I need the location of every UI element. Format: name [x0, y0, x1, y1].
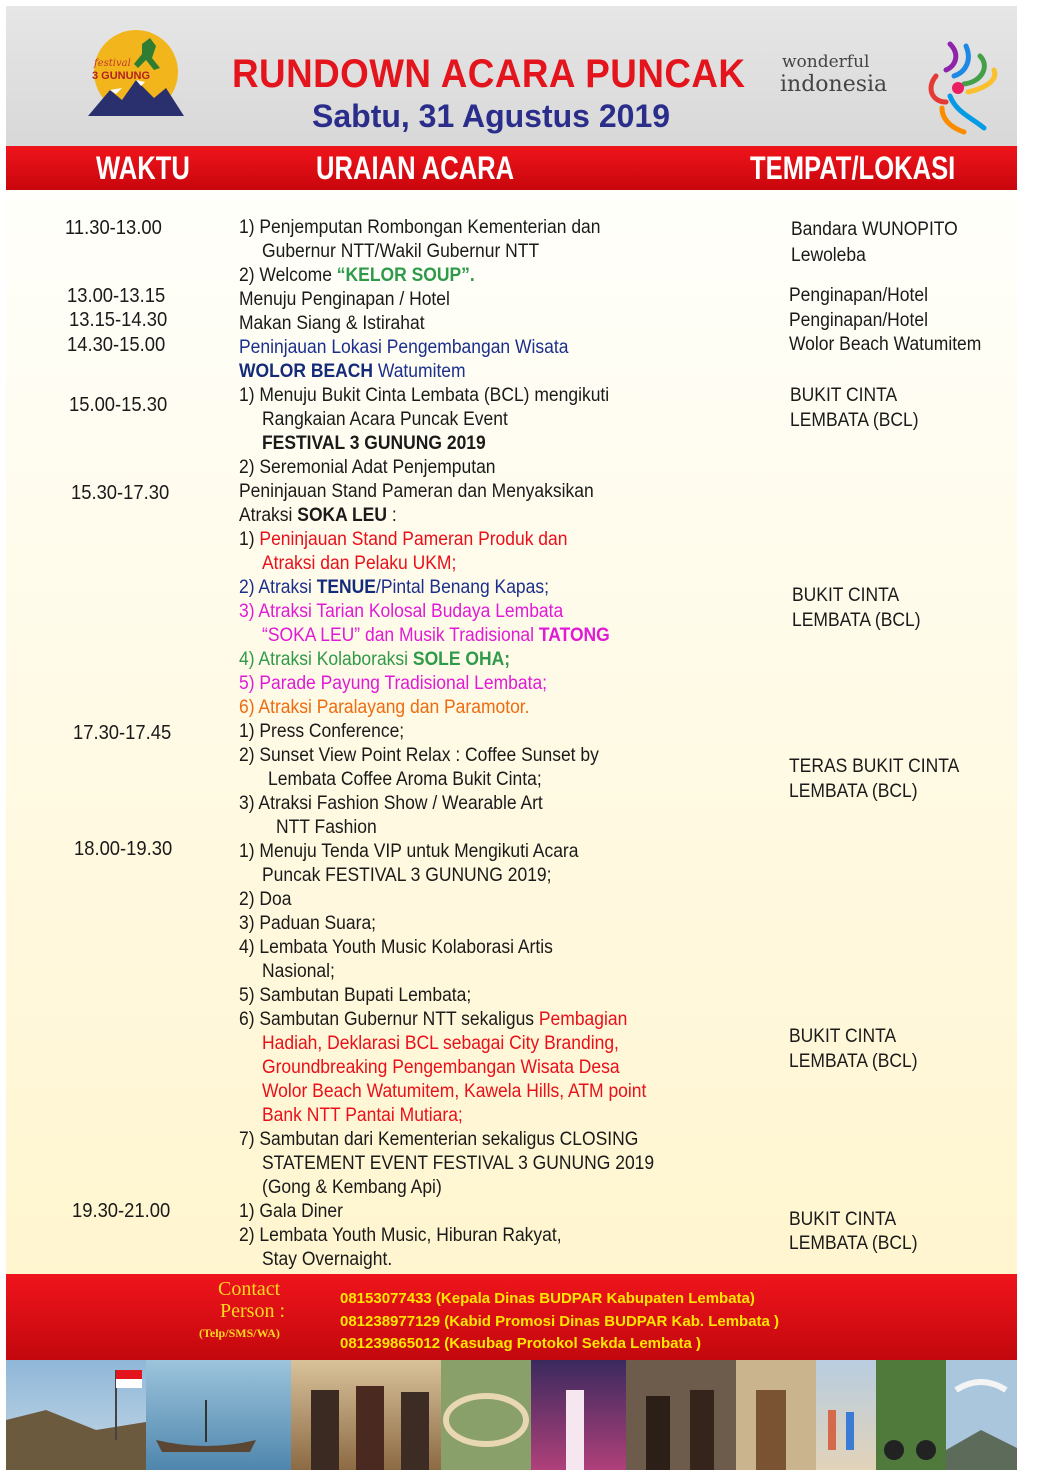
- agenda-line: 2) Welcome “KELOR SOUP”.: [239, 265, 475, 286]
- location-text: BUKIT CINTA: [789, 1026, 897, 1047]
- agenda-line: “SOKA LEU” dan Musik Tradisional TATONG: [262, 625, 610, 646]
- agenda-line: STATEMENT EVENT FESTIVAL 3 GUNUNG 2019: [262, 1153, 655, 1174]
- location-text: BUKIT CINTA: [790, 385, 898, 406]
- photo-motocross: [876, 1360, 946, 1470]
- agenda-line: 1) Menuju Bukit Cinta Lembata (BCL) mengikuti: [239, 385, 610, 406]
- agenda-line: Lembata Coffee Aroma Bukit Cinta;: [268, 769, 542, 790]
- time-slot: 14.30-15.00: [67, 334, 166, 356]
- highlight-tenue: TENUE: [316, 577, 376, 598]
- location-text: Penginapan/Hotel: [789, 310, 928, 331]
- contact-label-channels: (Telp/SMS/WA): [199, 1326, 280, 1340]
- agenda-line: 3) Atraksi Fashion Show / Wearable Art: [239, 793, 543, 814]
- highlight-tatong: TATONG: [538, 625, 610, 646]
- photo-crowd-dance: [441, 1360, 531, 1470]
- agenda-line: 1) Press Conference;: [239, 721, 405, 742]
- schedule-table: [6, 190, 1017, 1274]
- agenda-line: (Gong & Kembang Api): [262, 1177, 442, 1198]
- phone-number[interactable]: 081238977129: [340, 1313, 441, 1330]
- location-text: LEMBATA (BCL): [789, 1051, 918, 1072]
- agenda-line: Menuju Penginapan / Hotel: [239, 289, 450, 310]
- location-text: Lewoleba: [791, 245, 866, 266]
- brand-indonesia: indonesia: [780, 72, 888, 97]
- photo-flag-hill: [6, 1360, 146, 1470]
- agenda-line: 5) Sambutan Bupati Lembata;: [239, 985, 472, 1006]
- agenda-line: 2) Doa: [239, 889, 292, 910]
- agenda-line: 6) Atraksi Paralayang dan Paramotor.: [239, 697, 530, 718]
- agenda-line: 2) Lembata Youth Music, Hiburan Rakyat,: [239, 1225, 562, 1246]
- location-text: LEMBATA (BCL): [790, 410, 919, 431]
- location-text: Penginapan/Hotel: [789, 285, 928, 306]
- agenda-line: NTT Fashion: [276, 817, 377, 838]
- column-header-bar: [6, 146, 1017, 190]
- photo-women-ikat: [291, 1360, 441, 1470]
- festival-3-gunung-logo: [80, 24, 186, 130]
- contact-line: 08153077433 (Kepala Dinas BUDPAR Kabupaten Lembata): [340, 1290, 755, 1307]
- poster: [6, 6, 1017, 1470]
- agenda-line: Peninjauan Stand Pameran dan Menyaksikan: [239, 481, 594, 502]
- logo-text-small: festival: [94, 58, 131, 69]
- time-slot: 11.30-13.00: [65, 217, 162, 239]
- agenda-line: 2) Sunset View Point Relax : Coffee Sunset by: [239, 745, 599, 766]
- photo-sea-boat: [146, 1360, 291, 1470]
- page-title: RUNDOWN ACARA PUNCAK: [232, 52, 746, 96]
- time-slot: 15.00-15.30: [69, 394, 168, 416]
- column-header-description: URAIAN ACARA: [316, 150, 515, 186]
- agenda-line: Rangkaian Acara Puncak Event: [262, 409, 508, 430]
- agenda-line: Makan Siang & Istirahat: [239, 313, 425, 334]
- agenda-line: Atraksi dan Pelaku UKM;: [262, 553, 457, 574]
- agenda-line: Gubernur NTT/Wakil Gubernur NTT: [262, 241, 540, 262]
- wonderful-indonesia-bird-icon: [906, 36, 1006, 136]
- agenda-line: Hadiah, Deklarasi BCL sebagai City Branding,: [262, 1033, 619, 1054]
- time-slot: 13.00-13.15: [67, 285, 166, 307]
- column-header-location: TEMPAT/LOKASI: [750, 150, 956, 186]
- phone-number[interactable]: 081239865012: [340, 1335, 441, 1352]
- phone-number[interactable]: 08153077433: [340, 1290, 432, 1307]
- page-subtitle-date: Sabtu, 31 Agustus 2019: [312, 98, 671, 134]
- location-text: LEMBATA (BCL): [789, 781, 918, 802]
- header: [6, 6, 1017, 146]
- photo-beach: [816, 1360, 876, 1470]
- agenda-line: Wolor Beach Watumitem, Kawela Hills, ATM point: [262, 1081, 647, 1102]
- brand-wonderful: wonderful: [782, 52, 870, 72]
- location-text: LEMBATA (BCL): [792, 610, 921, 631]
- time-slot: 15.30-17.30: [71, 482, 170, 504]
- agenda-line: Stay Overnaight.: [262, 1249, 393, 1270]
- highlight-kelor-soup: “KELOR SOUP”.: [336, 265, 475, 286]
- agenda-line: 1) Penjemputan Rombongan Kementerian dan: [239, 217, 601, 238]
- agenda-line: FESTIVAL 3 GUNUNG 2019: [262, 433, 486, 454]
- photo-strip: [6, 1360, 1017, 1470]
- location-text: BUKIT CINTA: [789, 1209, 897, 1230]
- agenda-line: Bank NTT Pantai Mutiara;: [262, 1105, 463, 1126]
- agenda-line: WOLOR BEACH Watumitem: [239, 361, 466, 382]
- agenda-line: 2) Seremonial Adat Penjemputan: [239, 457, 496, 478]
- location-text: Wolor Beach Watumitem: [789, 334, 982, 355]
- highlight-wolor-beach: WOLOR BEACH: [239, 361, 374, 382]
- agenda-line: 5) Parade Payung Tradisional Lembata;: [239, 673, 548, 694]
- contact-label: Person :: [220, 1300, 285, 1322]
- agenda-line: 4) Atraksi Kolaboraksi SOLE OHA;: [239, 649, 511, 670]
- photo-weavers: [626, 1360, 736, 1470]
- photo-coffee: [736, 1360, 816, 1470]
- time-slot: 17.30-17.45: [73, 722, 172, 744]
- agenda-line: 3) Paduan Suara;: [239, 913, 377, 934]
- agenda-line: 1) Gala Diner: [239, 1201, 343, 1222]
- photo-paragliding: [946, 1360, 1017, 1470]
- agenda-line: 7) Sambutan dari Kementerian sekaligus CLOSING: [239, 1129, 639, 1150]
- agenda-line: Puncak FESTIVAL 3 GUNUNG 2019;: [262, 865, 552, 886]
- agenda-line: Groundbreaking Pengembangan Wisata Desa: [262, 1057, 620, 1078]
- agenda-line: 6) Sambutan Gubernur NTT sekaligus Pembagian: [239, 1009, 628, 1030]
- contact-line: 081239865012 (Kasubag Protokol Sekda Lembata ): [340, 1335, 701, 1352]
- time-slot: 19.30-21.00: [72, 1200, 171, 1222]
- time-slot: 13.15-14.30: [69, 309, 168, 331]
- agenda-line: 4) Lembata Youth Music Kolaborasi Artis: [239, 937, 553, 958]
- location-text: BUKIT CINTA: [792, 585, 900, 606]
- column-header-time: WAKTU: [96, 150, 190, 186]
- agenda-line: 1) Peninjauan Stand Pameran Produk dan: [239, 529, 568, 550]
- location-text: LEMBATA (BCL): [789, 1233, 918, 1254]
- location-text: TERAS BUKIT CINTA: [789, 756, 960, 777]
- agenda-line: 3) Atraksi Tarian Kolosal Budaya Lembata: [239, 601, 564, 622]
- contact-footer: [6, 1274, 1017, 1360]
- agenda-line: 1) Menuju Tenda VIP untuk Mengikuti Acara: [239, 841, 579, 862]
- agenda-line: Peninjauan Lokasi Pengembangan Wisata: [239, 337, 569, 358]
- agenda-line: Nasional;: [262, 961, 335, 982]
- contact-label: Contact: [218, 1278, 281, 1300]
- highlight-soka-leu: SOKA LEU: [297, 505, 387, 526]
- agenda-line: Atraksi SOKA LEU :: [239, 505, 397, 526]
- photo-night-performance: [531, 1360, 626, 1470]
- time-slot: 18.00-19.30: [74, 838, 173, 860]
- logo-text-main: 3 GUNUNG: [92, 70, 151, 82]
- highlight-sole-oha: SOLE OHA;: [412, 649, 511, 670]
- location-text: Bandara WUNOPITO: [791, 219, 958, 240]
- agenda-line: 2) Atraksi TENUE/Pintal Benang Kapas;: [239, 577, 549, 598]
- contact-line: 081238977129 (Kabid Promosi Dinas BUDPAR Kab. Lembata ): [340, 1313, 780, 1330]
